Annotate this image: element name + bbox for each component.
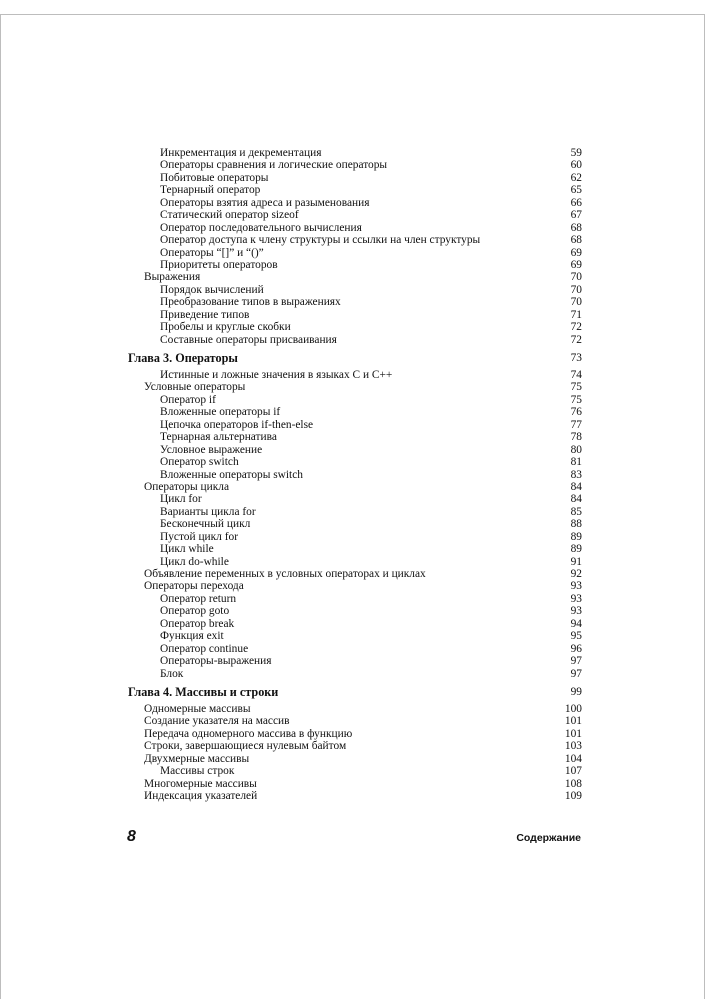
toc-entry	[128, 172, 582, 184]
toc-entry-title: Операторы сравнения и логические операторы	[160, 159, 388, 172]
table-of-contents	[128, 147, 582, 802]
toc-page-number: 108	[564, 777, 582, 790]
toc-page-number: 72	[570, 333, 582, 346]
toc-page-number: 66	[570, 196, 582, 209]
toc-entry-title: Вложенные операторы if	[160, 406, 281, 419]
toc-entry	[128, 147, 582, 159]
toc-page-number: 69	[570, 246, 582, 259]
toc-page-number: 70	[570, 283, 582, 296]
toc-entry-title: Побитовые операторы	[160, 171, 269, 184]
toc-entry	[128, 197, 582, 209]
toc-entry	[128, 753, 582, 765]
toc-page-number: 72	[570, 321, 582, 334]
toc-entry	[128, 506, 582, 518]
toc-entry	[128, 309, 582, 321]
toc-entry	[128, 556, 582, 568]
toc-entry-title: Оператор if	[160, 393, 216, 406]
toc-page-number: 65	[570, 184, 582, 197]
toc-page-number: 109	[564, 790, 582, 802]
toc-entry-title: Индексация указателей	[144, 790, 258, 802]
toc-entry-title: Порядок вычислений	[160, 283, 264, 296]
toc-entry-title: Объявление переменных в условных операторах и циклах	[144, 568, 426, 580]
toc-entry	[128, 419, 582, 431]
toc-entry-title: Вложенные операторы switch	[160, 468, 303, 481]
toc-page-number: 100	[564, 702, 582, 715]
toc-chapter-heading	[128, 682, 582, 702]
toc-page-number: 77	[570, 418, 582, 431]
toc-entry	[128, 543, 582, 555]
toc-entry	[128, 234, 582, 246]
toc-entry	[128, 321, 582, 333]
toc-page-number: 99	[570, 685, 582, 698]
toc-entry	[128, 481, 582, 493]
toc-page-number: 84	[570, 480, 582, 493]
toc-page-number: 101	[564, 727, 582, 740]
toc-entry	[128, 284, 582, 296]
toc-entry	[128, 209, 582, 221]
toc-entry-title: Оператор switch	[160, 456, 239, 469]
toc-entry-title: Бесконечный цикл	[160, 518, 251, 531]
toc-page-number: 59	[570, 147, 582, 159]
toc-entry-title: Создание указателя на массив	[144, 715, 290, 728]
toc-entry	[128, 369, 582, 381]
toc-entry-title: Операторы-выражения	[160, 655, 272, 668]
toc-entry	[128, 296, 582, 308]
toc-page-number: 103	[564, 740, 582, 753]
chapter-title: Глава 4. Массивы и строки	[128, 684, 279, 699]
toc-page-number: 107	[564, 765, 582, 778]
page-number: 8	[127, 828, 136, 845]
toc-page-number: 78	[570, 431, 582, 444]
toc-entry-title: Цепочка операторов if-then-else	[160, 418, 314, 431]
toc-entry	[128, 493, 582, 505]
toc-entry	[128, 469, 582, 481]
toc-entry-title: Цикл do-while	[160, 555, 229, 568]
toc-entry-title: Приведение типов	[160, 308, 250, 321]
toc-page-number: 74	[570, 369, 582, 381]
toc-entry-title: Тернарная альтернатива	[160, 431, 277, 444]
toc-page-number: 97	[570, 667, 582, 680]
toc-page-number: 62	[570, 171, 582, 184]
toc-chapter-heading	[128, 348, 582, 368]
toc-page-number: 95	[570, 630, 582, 643]
toc-entry-title: Выражения	[144, 271, 201, 284]
toc-entry-title: Пустой цикл for	[160, 530, 238, 543]
toc-entry-title: Оператор goto	[160, 605, 230, 618]
toc-page-number: 60	[570, 159, 582, 172]
toc-entry-title: Операторы “[]” и “()”	[160, 246, 264, 259]
toc-page-number: 89	[570, 530, 582, 543]
toc-page-number: 85	[570, 505, 582, 518]
toc-entry	[128, 259, 582, 271]
toc-entry	[128, 394, 582, 406]
toc-page-number: 81	[570, 456, 582, 469]
toc-page-number: 88	[570, 518, 582, 531]
toc-page-number: 75	[570, 381, 582, 394]
toc-entry-title: Строки, завершающиеся нулевым байтом	[144, 740, 347, 753]
toc-page-number: 96	[570, 642, 582, 655]
toc-page-number: 70	[570, 296, 582, 309]
toc-page-number: 84	[570, 493, 582, 506]
toc-page-number: 71	[570, 308, 582, 321]
toc-entry-title: Условные операторы	[144, 381, 246, 394]
toc-entry	[128, 159, 582, 171]
toc-page-number: 89	[570, 543, 582, 556]
toc-entry-title: Варианты цикла for	[160, 505, 256, 518]
toc-page-number: 93	[570, 605, 582, 618]
toc-entry-title: Оператор доступа к члену структуры и ссылки на член структуры	[160, 234, 481, 247]
toc-entry-title: Цикл for	[160, 493, 202, 506]
toc-entry	[128, 247, 582, 259]
toc-entry	[128, 593, 582, 605]
toc-entry	[128, 406, 582, 418]
toc-entry-title: Операторы взятия адреса и разыменования	[160, 196, 370, 209]
toc-entry-title: Оператор последовательного вычисления	[160, 221, 362, 234]
toc-page-number: 68	[570, 234, 582, 247]
toc-entry	[128, 765, 582, 777]
toc-entry	[128, 580, 582, 592]
toc-entry	[128, 568, 582, 580]
toc-entry	[128, 703, 582, 715]
toc-entry-title: Истинные и ложные значения в языках С и С++	[160, 369, 393, 381]
toc-page-number: 76	[570, 406, 582, 419]
toc-entry	[128, 643, 582, 655]
toc-entry-title: Операторы цикла	[144, 480, 230, 493]
toc-entry-title: Тернарный оператор	[160, 184, 261, 197]
toc-entry-title: Приоритеты операторов	[160, 258, 278, 271]
chapter-title: Глава 3. Операторы	[128, 351, 238, 365]
toc-page-number: 93	[570, 592, 582, 605]
toc-entry-title: Одномерные массивы	[144, 702, 251, 715]
toc-entry-title: Двухмерные массивы	[144, 752, 250, 765]
toc-page-number: 73	[570, 352, 582, 364]
toc-page-number: 93	[570, 580, 582, 593]
toc-entry	[128, 444, 582, 456]
toc-entry-title: Функция exit	[160, 630, 224, 643]
toc-entry	[128, 456, 582, 468]
toc-entry	[128, 715, 582, 727]
toc-entry	[128, 184, 582, 196]
toc-page-number: 97	[570, 655, 582, 668]
toc-page-number: 69	[570, 258, 582, 271]
toc-entry	[128, 605, 582, 617]
toc-entry-title: Оператор return	[160, 592, 237, 605]
toc-entry-title: Операторы перехода	[144, 580, 244, 593]
toc-entry-title: Массивы строк	[160, 765, 235, 778]
toc-page-number: 91	[570, 555, 582, 568]
toc-entry	[128, 655, 582, 667]
toc-entry-title: Оператор continue	[160, 642, 249, 655]
toc-page-number: 75	[570, 393, 582, 406]
toc-entry	[128, 778, 582, 790]
toc-entry-title: Многомерные массивы	[144, 777, 257, 790]
running-footer-title: Содержание	[516, 832, 581, 844]
toc-entry	[128, 381, 582, 393]
toc-entry-title: Преобразование типов в выражениях	[160, 296, 341, 309]
toc-entry-title: Цикл while	[160, 543, 214, 556]
toc-entry	[128, 518, 582, 530]
toc-entry-title: Инкрементация и декрементация	[160, 147, 322, 159]
toc-entry	[128, 790, 582, 802]
toc-page-number: 70	[570, 271, 582, 284]
toc-page-number: 67	[570, 209, 582, 222]
toc-entry	[128, 222, 582, 234]
toc-page-number: 68	[570, 221, 582, 234]
toc-entry	[128, 531, 582, 543]
toc-entry-title: Статический оператор sizeof	[160, 209, 299, 222]
toc-entry-title: Условное выражение	[160, 443, 263, 456]
toc-page-number: 83	[570, 468, 582, 481]
toc-entry	[128, 618, 582, 630]
toc-entry-title: Передача одномерного массива в функцию	[144, 727, 353, 740]
toc-entry	[128, 728, 582, 740]
toc-page-number: 80	[570, 443, 582, 456]
toc-entry	[128, 668, 582, 680]
toc-entry	[128, 334, 582, 346]
toc-page-number: 92	[570, 568, 582, 580]
toc-page-number: 104	[564, 752, 582, 765]
toc-entry	[128, 630, 582, 642]
toc-entry	[128, 740, 582, 752]
toc-entry	[128, 431, 582, 443]
toc-entry-title: Составные операторы присваивания	[160, 333, 337, 346]
toc-entry-title: Оператор break	[160, 617, 235, 630]
toc-entry-title: Блок	[160, 667, 184, 680]
toc-page-number: 101	[564, 715, 582, 728]
toc-entry	[128, 271, 582, 283]
toc-page-number: 94	[570, 617, 582, 630]
toc-entry-title: Пробелы и круглые скобки	[160, 321, 291, 334]
